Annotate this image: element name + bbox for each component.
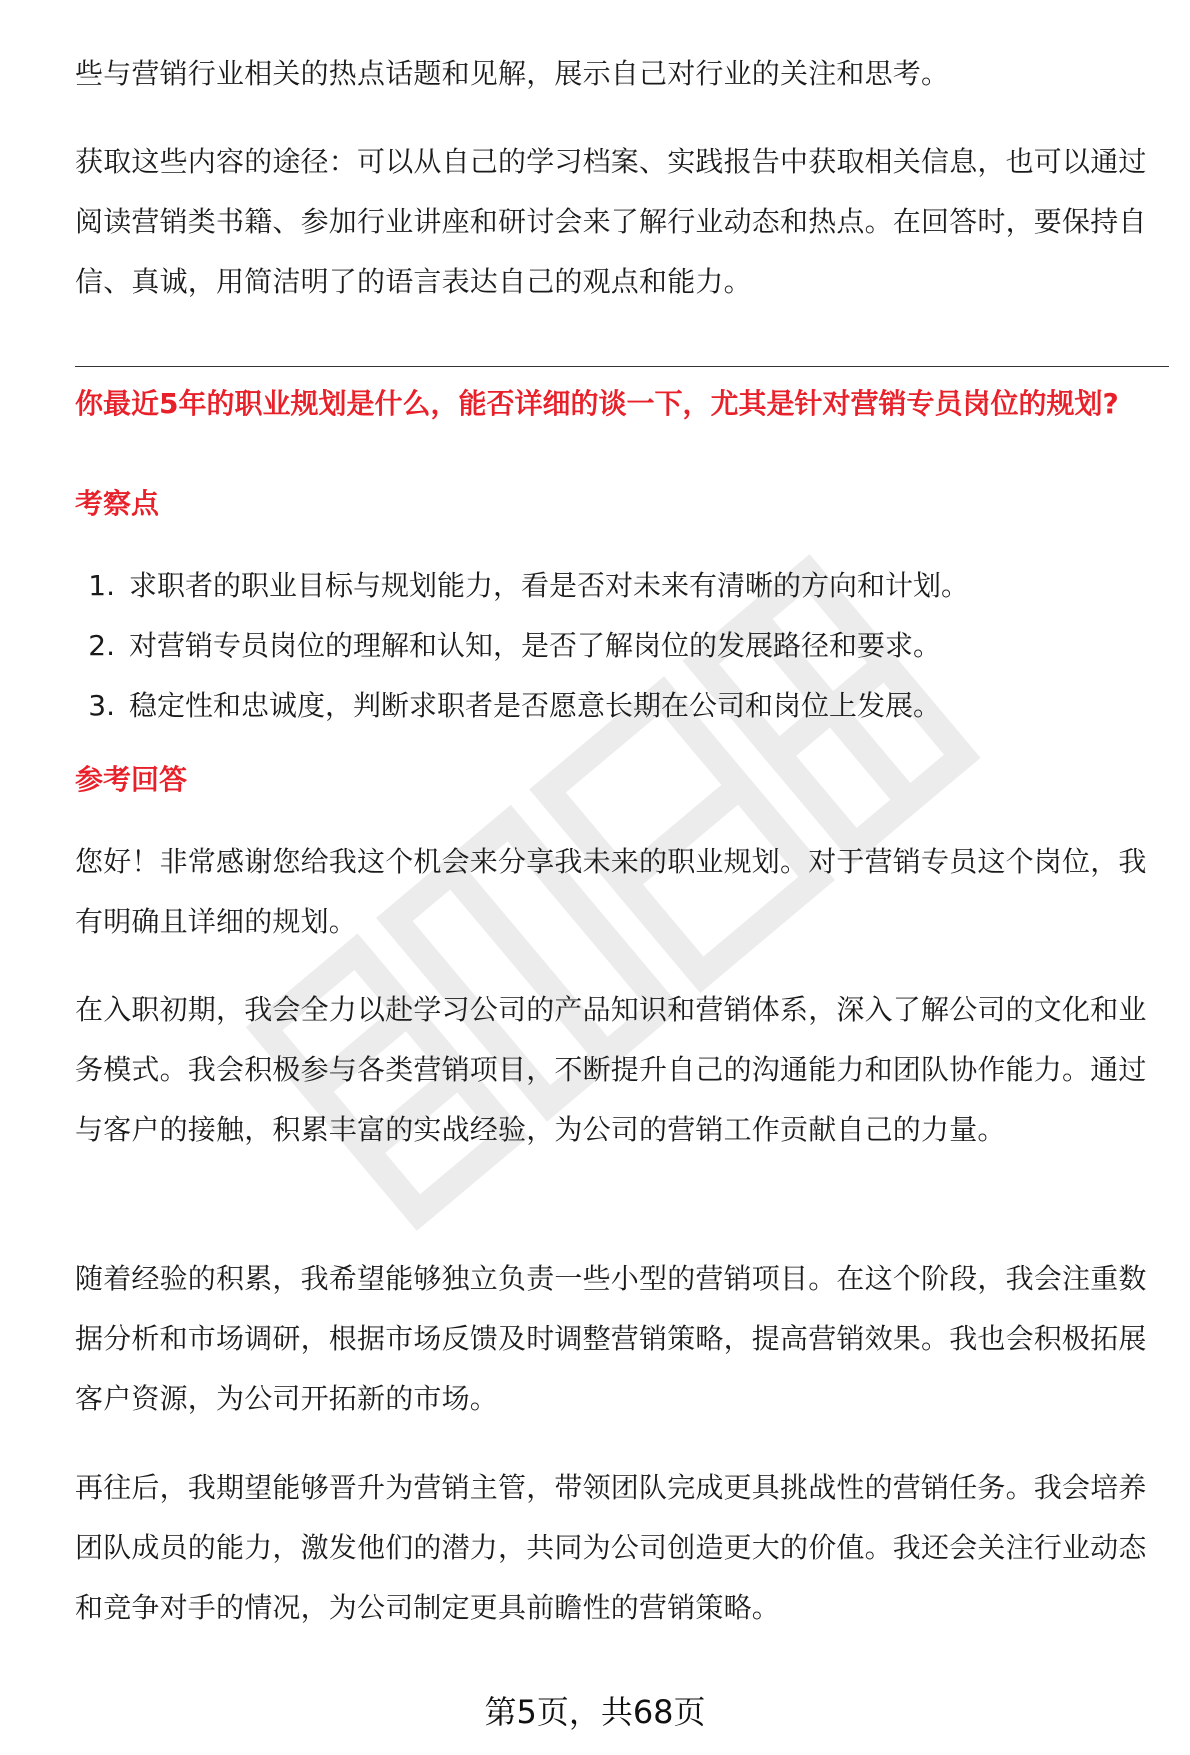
answer-paragraph: 在入职初期，我会全力以赴学习公司的产品知识和营销体系，深入了解公司的文化和业务模式。我会积极参与各类营销项目，不断提升自己的沟通能力和团队协作能力。通过与客户的接触，积累丰富的实战经验，为公司的营销工作贡献自己的力量。 [75, 993, 1147, 1146]
list-item-number: 1. [88, 569, 115, 602]
list-item [75, 556, 1165, 616]
list-item-number: 2. [88, 629, 115, 662]
answer-paragraph: 随着经验的积累，我希望能够独立负责一些小型的营销项目。在这个阶段，我会注重数据分析和市场调研，根据市场反馈及时调整营销策略，提高营销效果。我也会积极拓展客户资源，为公司开拓新的市场。 [75, 1262, 1147, 1415]
answer-paragraph: 再往后，我期望能够晋升为营销主管，带领团队完成更具挑战性的营销任务。我会培养团队成员的能力，激发他们的潜力，共同为公司创造更大的价值。我还会关注行业动态和竞争对手的情况，为公司制定更具前瞻性的营销策略。 [75, 1471, 1147, 1624]
question-title: 你最近5年的职业规划是什么，能否详细的谈一下，尤其是针对营销专员岗位的规划? [75, 387, 1119, 420]
list-item [75, 616, 1165, 676]
answer-heading: 参考回答 [75, 763, 188, 796]
intro-ways-paragraph: 获取这些内容的途径：可以从自己的学习档案、实践报告中获取相关信息，也可以通过阅读营销类书籍、参加行业讲座和研讨会来了解行业动态和热点。在回答时，要保持自信、真诚，用简洁明了的语言表达自己的观点和能力。 [75, 145, 1147, 298]
exam-points-list [75, 556, 1165, 736]
page-number-footer: 第5页，共68页 [484, 1693, 706, 1731]
answer-paragraph: 您好！非常感谢您给我这个机会来分享我未来的职业规划。对于营销专员这个岗位，我有明确且详细的规划。 [75, 845, 1147, 938]
intro-continuation: 些与营销行业相关的热点话题和见解，展示自己对行业的关注和思考。 [75, 57, 950, 90]
list-item-number: 3. [88, 689, 115, 722]
list-item-text: 稳定性和忠诚度，判断求职者是否愿意长期在公司和岗位上发展。 [129, 689, 942, 722]
list-item-text: 求职者的职业目标与规划能力，看是否对未来有清晰的方向和计划。 [129, 569, 970, 602]
list-item-text: 对营销专员岗位的理解和认知，是否了解岗位的发展路径和要求。 [129, 629, 942, 662]
exam-points-heading: 考察点 [75, 487, 160, 520]
list-item [75, 676, 1165, 736]
section-divider [75, 366, 1169, 367]
